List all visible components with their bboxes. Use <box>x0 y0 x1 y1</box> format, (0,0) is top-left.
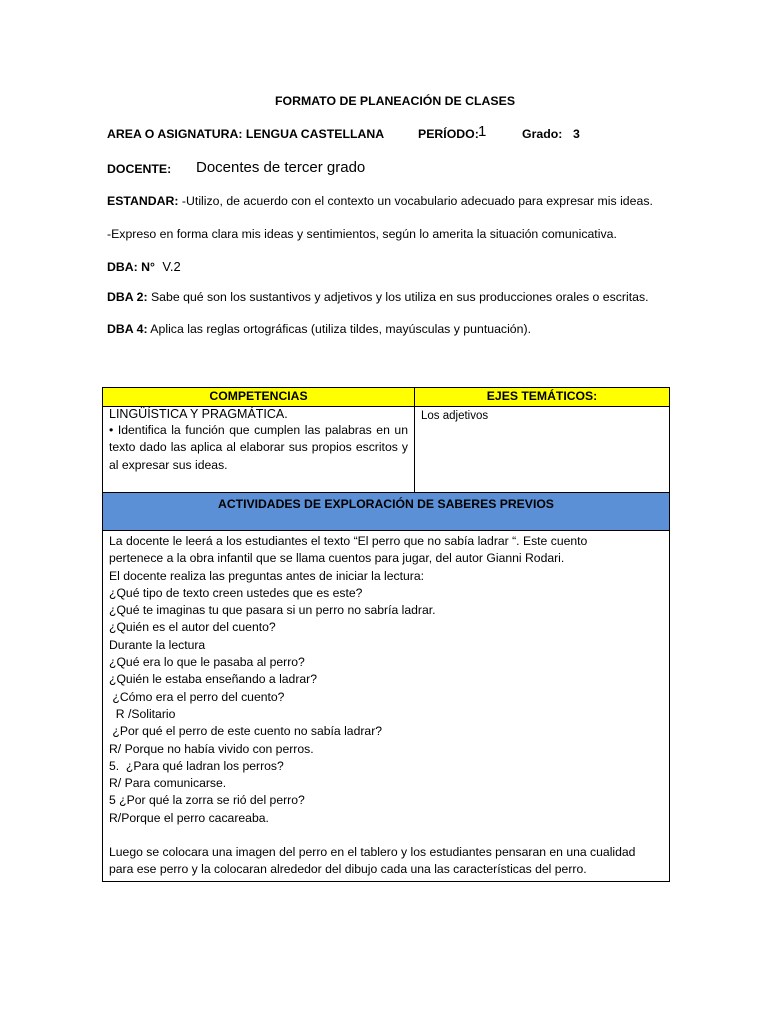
competencia-text: • Identifica la función que cumplen las palabras en un texto dado las aplica al elaborar sus propios escritos y al expresar sus ideas. <box>109 423 408 472</box>
actividad-closing: Luego se colocara una imagen del perro en el tablero y los estudiantes pensaran en una cualidad para ese perro y la colocaran alrededor del dibujo cada una las características del perro. <box>109 845 636 877</box>
competencias-header: COMPETENCIAS <box>103 388 415 407</box>
periodo-label: PERÍODO: <box>418 127 479 141</box>
actividad-line: 5 ¿Por qué la zorra se rió del perro? <box>109 793 305 808</box>
actividad-line: ¿Por qué el perro de este cuento no sabía ladrar? <box>109 724 383 739</box>
dba2-label: DBA 2: <box>107 290 148 304</box>
dba4-line <box>107 322 531 337</box>
actividad-line: El docente realiza las preguntas antes de iniciar la lectura: <box>109 568 425 583</box>
document-title: FORMATO DE PLANEACIÓN DE CLASES <box>275 94 516 108</box>
actividad-line: ¿Qué tipo de texto creen ustedes que es este? <box>109 585 363 600</box>
actividad-line: La docente le leerá a los estudiantes el texto “El perro que no sabía ladrar “. Este cuento <box>109 534 588 548</box>
estandar-text: -Utilizo, de acuerdo con el contexto un vocabulario adecuado para expresar mis ideas. <box>181 194 653 208</box>
blank-line <box>109 827 663 844</box>
ejes-text: Los adjetivos <box>421 410 489 422</box>
docente-value: Docentes de tercer grado <box>196 159 366 176</box>
docente-label: DOCENTE: <box>107 162 172 176</box>
grado-label: Grado: <box>522 127 563 141</box>
planning-table <box>102 387 670 882</box>
actividad-line: 5. ¿Para qué ladran los perros? <box>109 758 284 773</box>
ejes-tematicos-header: EJES TEMÁTICOS: <box>415 388 670 407</box>
dba4-label: DBA 4: <box>107 322 148 336</box>
actividad-line: ¿Quién le estaba enseñando a ladrar? <box>109 672 318 687</box>
dba2-line <box>107 290 649 305</box>
actividad-line: ¿Cómo era el perro del cuento? <box>109 689 285 704</box>
competencias-cell <box>103 407 415 493</box>
dba2-text: Sabe qué son los sustantivos y adjetivos y los utiliza en sus producciones orales o escritas. <box>150 290 649 304</box>
area-label: AREA O ASIGNATURA: LENGUA CASTELLANA <box>107 127 385 141</box>
actividad-line: Durante la lectura <box>109 637 206 652</box>
estandar-label: ESTANDAR: <box>107 194 179 208</box>
competencia-title: LINGÜÍSTICA Y PRAGMÁTICA. <box>109 407 288 421</box>
dba-value: V.2 <box>162 259 181 274</box>
dba4-text: Aplica las reglas ortográficas (utiliza tildes, mayúsculas y puntuación). <box>150 322 531 336</box>
estandar-text-2: -Expreso en forma clara mis ideas y sentimientos, según lo amerita la situación comunicativa. <box>107 227 617 241</box>
actividad-line: pertenece a la obra infantil que se llama cuentos para jugar, del autor Gianni Rodari. <box>109 551 565 566</box>
actividades-header: ACTIVIDADES DE EXPLORACIÓN DE SABERES PREVIOS <box>103 493 670 531</box>
actividad-line: R /Solitario <box>109 706 176 721</box>
actividad-line: ¿Quién es el autor del cuento? <box>109 620 276 635</box>
actividad-line: ¿Qué te imaginas tu que pasara si un perro no sabría ladrar. <box>109 603 436 618</box>
estandar-line <box>107 194 653 209</box>
grado-value: 3 <box>573 127 580 141</box>
actividad-line: R/ Porque no había vivido con perros. <box>109 741 314 756</box>
ejes-cell <box>415 407 670 493</box>
actividades-cell <box>103 531 670 882</box>
dba-label: DBA: N° <box>107 260 155 274</box>
actividad-line: ¿Qué era lo que le pasaba al perro? <box>109 655 305 670</box>
actividad-line: R/ Para comunicarse. <box>109 776 227 791</box>
dba-line <box>107 259 181 275</box>
periodo-value: 1 <box>478 123 487 140</box>
actividad-line: R/Porque el perro cacareaba. <box>109 810 269 825</box>
